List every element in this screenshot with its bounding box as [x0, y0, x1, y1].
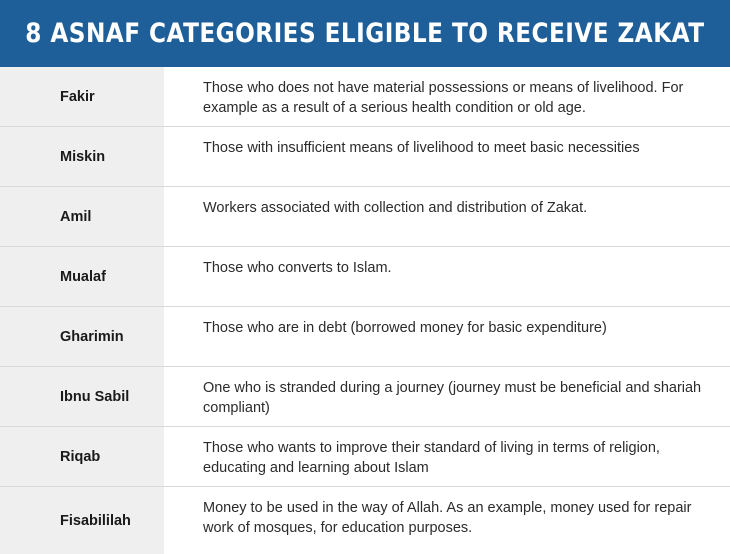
table-row	[0, 427, 730, 487]
category-cell: Amil	[0, 187, 164, 246]
table-row	[0, 187, 730, 247]
category-cell: Gharimin	[0, 307, 164, 366]
table-row	[0, 487, 730, 554]
category-cell: Fakir	[0, 67, 164, 126]
description-cell: Those with insufficient means of livelihood to meet basic necessities	[203, 140, 640, 156]
description-cell: Workers associated with collection and distribution of Zakat.	[203, 200, 588, 216]
table-row	[0, 247, 730, 307]
description-cell: One who is stranded during a journey (journey must be beneficial and shariah compliant)	[203, 380, 702, 416]
page-title: 8 ASNAF CATEGORIES ELIGIBLE TO RECEIVE ZAKAT	[25, 18, 705, 49]
category-cell: Miskin	[0, 127, 164, 186]
description-cell: Those who does not have material possessions or means of livelihood. For example as a result of a serious health condition or old age.	[203, 80, 684, 116]
category-cell: Riqab	[0, 427, 164, 486]
description-cell: Those who converts to Islam.	[203, 260, 392, 276]
category-cell: Mualaf	[0, 247, 164, 306]
description-cell: Money to be used in the way of Allah. As an example, money used for repair work of mosques, for education purposes.	[203, 500, 692, 536]
table-row	[0, 67, 730, 127]
category-cell: Ibnu Sabil	[0, 367, 164, 426]
table-row	[0, 127, 730, 187]
table-row	[0, 367, 730, 427]
description-cell: Those who wants to improve their standard of living in terms of religion, educating and learning about Islam	[203, 440, 660, 476]
header-banner	[0, 0, 730, 67]
category-cell: Fisabililah	[0, 487, 164, 554]
asnaf-table	[0, 67, 730, 554]
description-cell: Those who are in debt (borrowed money for basic expenditure)	[203, 320, 607, 336]
table-row	[0, 307, 730, 367]
